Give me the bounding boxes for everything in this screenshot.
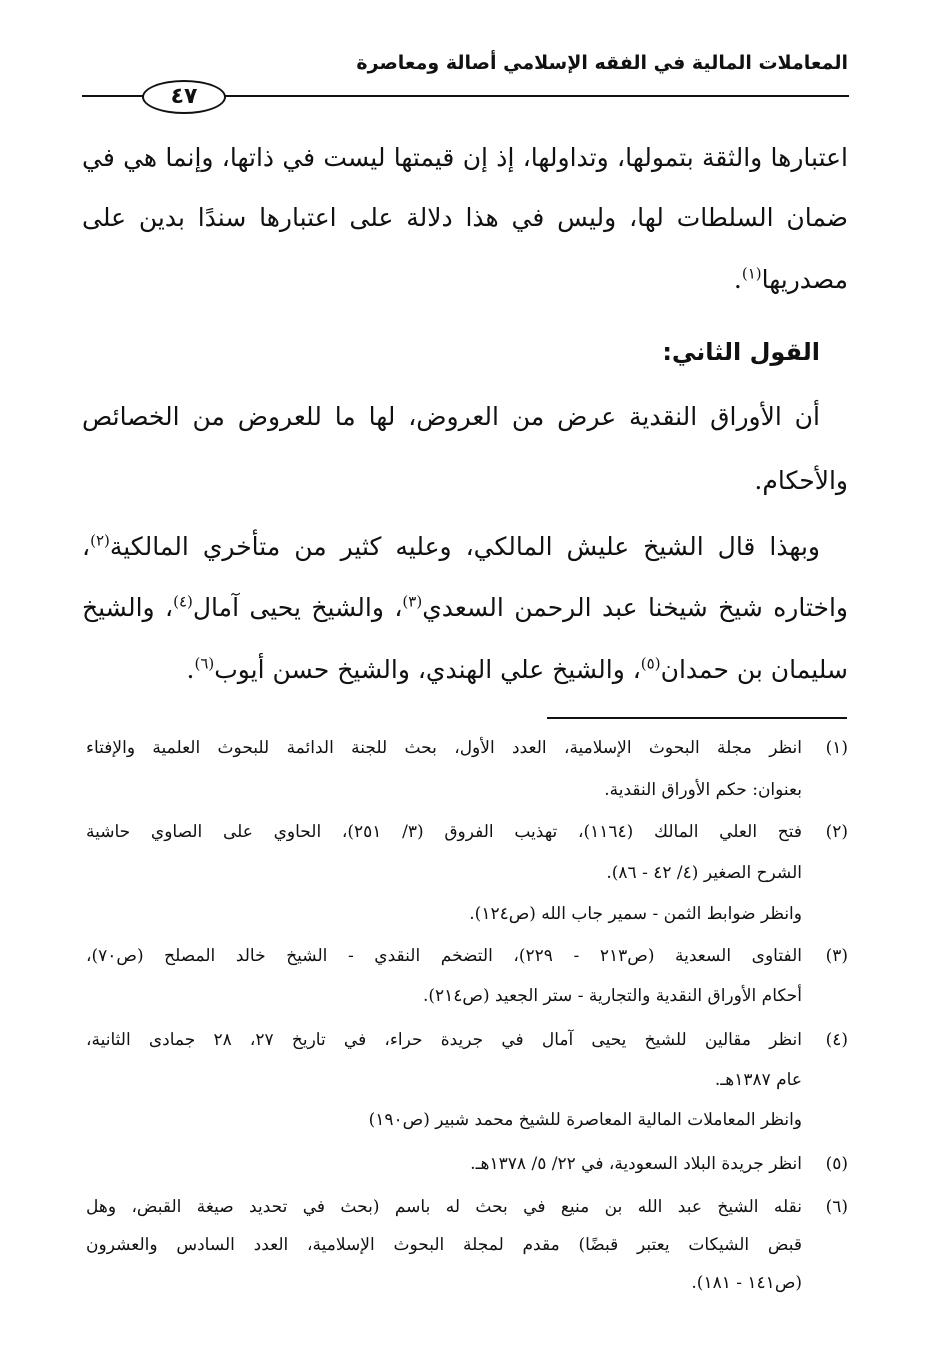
- footnote-line: أحكام الأوراق النقدية والتجارية - ستر الجعيد (ص٢١٤).: [422, 986, 802, 1006]
- footnote-6: [86, 1197, 848, 1312]
- footnote-5: [86, 1154, 848, 1184]
- footnote-line: قبض الشيكات يعتبر قبضًا) مقدم لمجلة البحوث الإسلامية، العدد السادس والعشرون: [86, 1235, 802, 1255]
- body-line: [82, 593, 848, 622]
- footnote-line: الشرح الصغير (٤/ ٤٢ - ٨٦).: [606, 863, 802, 883]
- body-text-span: واختاره شيخ شيخنا عبد الرحمن السعدي: [422, 593, 848, 622]
- body-line: والأحكام.: [754, 466, 848, 495]
- footnote-4: [86, 1030, 848, 1140]
- footnote-line: (ص١٤١ - ١٨١).: [691, 1273, 802, 1293]
- footnote-reference[interactable]: (٢): [90, 531, 110, 550]
- body-line: [82, 532, 820, 561]
- body-text-span: ، والشيخ: [82, 593, 174, 622]
- running-header-title: المعاملات المالية في الفقه الإسلامي أصالة ومعاصرة: [356, 52, 848, 74]
- footnote-reference[interactable]: (١): [741, 264, 762, 283]
- footnote-reference[interactable]: (٣): [402, 592, 423, 611]
- footnote-separator: [547, 717, 847, 719]
- footnote-reference[interactable]: (٤): [173, 592, 193, 611]
- section-heading: القول الثاني:: [662, 338, 820, 366]
- body-text-span: ، والشيخ يحيى آمال: [192, 593, 403, 622]
- body-line: اعتبارها والثقة بتمولها، وتداولها، إذ إن قيمتها ليست في ذاتها، وإنما هي في: [82, 143, 848, 172]
- body-line: [82, 265, 848, 294]
- footnote-1: [86, 738, 848, 808]
- footnote-number: (١): [825, 738, 848, 758]
- footnote-line: بعنوان: حكم الأوراق النقدية.: [604, 780, 802, 800]
- footnote-number: (٣): [825, 946, 848, 966]
- footnote-line: نقله الشيخ عبد الله بن منيع في بحث له باسم (بحث في تحديد صيغة القبض، وهل: [86, 1197, 802, 1217]
- footnote-line: عام ١٣٨٧هـ.: [714, 1070, 802, 1090]
- footnote-number: (٢): [825, 822, 848, 842]
- footnote-number: (٦): [825, 1197, 848, 1217]
- body-line: أن الأوراق النقدية عرض من العروض، لها ما للعروض من الخصائص: [82, 402, 820, 431]
- footnote-number: (٥): [825, 1154, 848, 1174]
- body-text-span: وبهذا قال الشيخ عليش المالكي، وعليه كثير من متأخري المالكية: [109, 532, 820, 561]
- body-text-span: ،: [82, 532, 91, 561]
- body-text-span: ، والشيخ علي الهندي، والشيخ حسن أيوب: [214, 655, 641, 684]
- footnote-2: [86, 822, 848, 932]
- footnote-line: الفتاوى السعدية (ص٢١٣ - ٢٢٩)، التضخم النقدي - الشيخ خالد المصلح (ص٧٠)،: [86, 946, 802, 966]
- footnote-line: فتح العلي المالك (١١٦٤)، تهذيب الفروق (٣/ ٢٥١)، الحاوي على الصاوي حاشية: [86, 822, 802, 842]
- footnote-line: وانظر المعاملات المالية المعاصرة للشيخ محمد شبير (ص١٩٠): [368, 1110, 802, 1130]
- footnote-reference[interactable]: (٥): [640, 654, 661, 673]
- body-line: [82, 655, 848, 684]
- page-number-badge: ٤٧: [142, 80, 226, 114]
- body-text-span: سليمان بن حمدان: [660, 655, 848, 684]
- footnote-line: انظر مقالين للشيخ يحيى آمال في جريدة حراء، في تاريخ ٢٧، ٢٨ جمادى الثانية،: [86, 1030, 802, 1050]
- body-line: ضمان السلطات لها، وليس في هذا دلالة على اعتبارها سندًا بدين على: [82, 203, 848, 232]
- body-text-span: مصدريها: [761, 265, 848, 294]
- footnote-3: [86, 946, 848, 1016]
- footnote-reference[interactable]: (٦): [194, 654, 215, 673]
- footnote-line: وانظر ضوابط الثمن - سمير جاب الله (ص١٢٤).: [469, 904, 802, 924]
- body-text-span: .: [733, 265, 742, 294]
- footnote-line: انظر مجلة البحوث الإسلامية، العدد الأول، بحث للجنة الدائمة للبحوث العلمية والإفتاء: [86, 738, 802, 758]
- footnote-number: (٤): [825, 1030, 848, 1050]
- body-text-span: .: [186, 655, 195, 684]
- footnote-line: انظر جريدة البلاد السعودية، في ٢٢/ ٥/ ١٣٧٨هـ.: [470, 1154, 802, 1174]
